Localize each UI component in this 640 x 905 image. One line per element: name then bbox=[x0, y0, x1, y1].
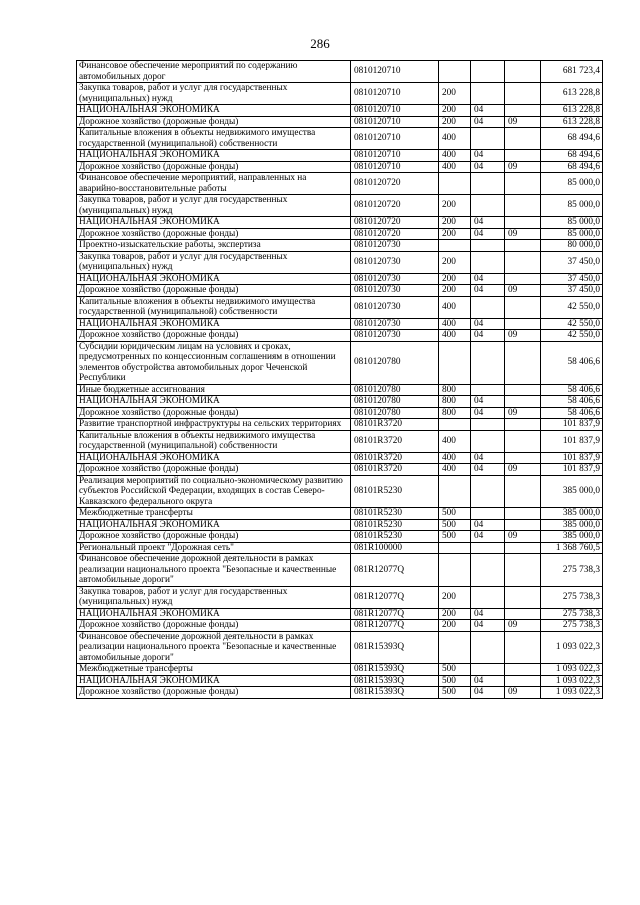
row-amount: 85 000,0 bbox=[541, 228, 603, 240]
row-amount: 275 738,3 bbox=[541, 620, 603, 632]
row-expense-type: 500 bbox=[439, 664, 471, 676]
row-section: 04 bbox=[471, 150, 505, 162]
row-section: 04 bbox=[471, 531, 505, 543]
row-section bbox=[471, 296, 505, 318]
row-amount: 275 738,3 bbox=[541, 608, 603, 620]
row-target-code: 08101R5230 bbox=[351, 531, 439, 543]
table-row bbox=[77, 519, 603, 531]
budget-table-body bbox=[77, 61, 603, 699]
row-target-code: 0810120720 bbox=[351, 217, 439, 229]
row-amount: 275 738,3 bbox=[541, 586, 603, 608]
table-row bbox=[77, 664, 603, 676]
row-expense-type: 400 bbox=[439, 430, 471, 452]
row-expense-type bbox=[439, 542, 471, 554]
row-target-code: 08101R3720 bbox=[351, 419, 439, 431]
row-target-code: 0810120780 bbox=[351, 396, 439, 408]
row-amount: 80 000,0 bbox=[541, 240, 603, 252]
row-expense-type: 200 bbox=[439, 217, 471, 229]
row-amount: 68 494,6 bbox=[541, 150, 603, 162]
row-name: Финансовое обеспечение дорожной деятельности в рамках реализации национального проекта "Безопасные и качественные автомобильные дороги" bbox=[77, 554, 351, 587]
row-expense-type: 800 bbox=[439, 384, 471, 396]
row-expense-type bbox=[439, 554, 471, 587]
page-number: 286 bbox=[310, 36, 330, 51]
row-section: 04 bbox=[471, 318, 505, 330]
row-name: Закупка товаров, работ и услуг для государственных (муниципальных) нужд bbox=[77, 586, 351, 608]
row-amount: 613 228,8 bbox=[541, 83, 603, 105]
row-target-code: 0810120710 bbox=[351, 128, 439, 150]
table-row bbox=[77, 475, 603, 508]
row-expense-type: 200 bbox=[439, 586, 471, 608]
table-row bbox=[77, 341, 603, 384]
row-name: Капитальные вложения в объекты недвижимого имущества государственной (муниципальной) собственности bbox=[77, 128, 351, 150]
row-target-code: 081R15393Q bbox=[351, 631, 439, 664]
row-section bbox=[471, 542, 505, 554]
row-name: Развитие транспортной инфраструктуры на сельских территориях bbox=[77, 419, 351, 431]
table-row bbox=[77, 384, 603, 396]
row-amount: 613 228,8 bbox=[541, 105, 603, 117]
row-subsection: 09 bbox=[505, 228, 541, 240]
table-row bbox=[77, 296, 603, 318]
row-amount: 101 837,9 bbox=[541, 419, 603, 431]
table-row bbox=[77, 687, 603, 699]
row-subsection bbox=[505, 664, 541, 676]
row-subsection bbox=[505, 240, 541, 252]
row-name: Финансовое обеспечение мероприятий по содержанию автомобильных дорог bbox=[77, 61, 351, 83]
row-amount: 385 000,0 bbox=[541, 531, 603, 543]
row-subsection bbox=[505, 251, 541, 273]
row-expense-type: 500 bbox=[439, 519, 471, 531]
row-section bbox=[471, 240, 505, 252]
row-name: Капитальные вложения в объекты недвижимого имущества государственной (муниципальной) собственности bbox=[77, 430, 351, 452]
row-name: Дорожное хозяйство (дорожные фонды) bbox=[77, 464, 351, 476]
row-target-code: 0810120780 bbox=[351, 384, 439, 396]
row-amount: 101 837,9 bbox=[541, 452, 603, 464]
table-row bbox=[77, 105, 603, 117]
row-name: Иные бюджетные ассигнования bbox=[77, 384, 351, 396]
row-target-code: 08101R5230 bbox=[351, 508, 439, 520]
row-name: Дорожное хозяйство (дорожные фонды) bbox=[77, 161, 351, 173]
row-subsection bbox=[505, 542, 541, 554]
row-subsection bbox=[505, 675, 541, 687]
row-expense-type: 200 bbox=[439, 285, 471, 297]
row-name: Закупка товаров, работ и услуг для государственных (муниципальных) нужд bbox=[77, 195, 351, 217]
row-section: 04 bbox=[471, 116, 505, 128]
row-target-code: 08101R3720 bbox=[351, 464, 439, 476]
table-row bbox=[77, 61, 603, 83]
row-target-code: 0810120730 bbox=[351, 240, 439, 252]
table-row bbox=[77, 464, 603, 476]
row-amount: 85 000,0 bbox=[541, 173, 603, 195]
row-target-code: 0810120730 bbox=[351, 318, 439, 330]
row-amount: 37 450,0 bbox=[541, 273, 603, 285]
row-name: НАЦИОНАЛЬНАЯ ЭКОНОМИКА bbox=[77, 318, 351, 330]
row-section bbox=[471, 419, 505, 431]
row-expense-type: 200 bbox=[439, 105, 471, 117]
row-subsection bbox=[505, 217, 541, 229]
row-subsection bbox=[505, 631, 541, 664]
row-target-code: 081R15393Q bbox=[351, 675, 439, 687]
row-expense-type: 400 bbox=[439, 161, 471, 173]
row-expense-type: 500 bbox=[439, 675, 471, 687]
table-row bbox=[77, 430, 603, 452]
row-subsection bbox=[505, 475, 541, 508]
row-amount: 613 228,8 bbox=[541, 116, 603, 128]
row-section bbox=[471, 554, 505, 587]
row-expense-type bbox=[439, 475, 471, 508]
row-expense-type: 500 bbox=[439, 687, 471, 699]
row-target-code: 0810120710 bbox=[351, 161, 439, 173]
table-row bbox=[77, 83, 603, 105]
row-target-code: 08101R5230 bbox=[351, 475, 439, 508]
row-section: 04 bbox=[471, 396, 505, 408]
row-subsection: 09 bbox=[505, 116, 541, 128]
row-target-code: 0810120730 bbox=[351, 330, 439, 342]
row-target-code: 081R12077Q bbox=[351, 586, 439, 608]
row-subsection: 09 bbox=[505, 687, 541, 699]
row-amount: 37 450,0 bbox=[541, 285, 603, 297]
row-target-code: 08101R3720 bbox=[351, 430, 439, 452]
row-name: НАЦИОНАЛЬНАЯ ЭКОНОМИКА bbox=[77, 519, 351, 531]
row-target-code: 0810120780 bbox=[351, 341, 439, 384]
row-target-code: 081R15393Q bbox=[351, 664, 439, 676]
row-amount: 385 000,0 bbox=[541, 508, 603, 520]
row-name: НАЦИОНАЛЬНАЯ ЭКОНОМИКА bbox=[77, 675, 351, 687]
row-target-code: 0810120720 bbox=[351, 173, 439, 195]
row-section: 04 bbox=[471, 228, 505, 240]
row-expense-type: 200 bbox=[439, 273, 471, 285]
row-name: Дорожное хозяйство (дорожные фонды) bbox=[77, 407, 351, 419]
table-row bbox=[77, 228, 603, 240]
row-amount: 101 837,9 bbox=[541, 430, 603, 452]
row-subsection: 09 bbox=[505, 620, 541, 632]
row-section: 04 bbox=[471, 464, 505, 476]
row-section: 04 bbox=[471, 273, 505, 285]
row-name: Субсидии юридическим лицам на условиях и сроках, предусмотренных по концессионным соглашениям в отношении элементов обустройства автомобильных дорог Чеченской Республики bbox=[77, 341, 351, 384]
table-row bbox=[77, 620, 603, 632]
row-section: 04 bbox=[471, 519, 505, 531]
row-amount: 85 000,0 bbox=[541, 195, 603, 217]
row-expense-type: 500 bbox=[439, 508, 471, 520]
row-amount: 1 093 022,3 bbox=[541, 687, 603, 699]
row-name: НАЦИОНАЛЬНАЯ ЭКОНОМИКА bbox=[77, 608, 351, 620]
row-amount: 58 406,6 bbox=[541, 384, 603, 396]
row-section bbox=[471, 173, 505, 195]
row-target-code: 081R12077Q bbox=[351, 608, 439, 620]
row-name: Реализация мероприятий по социально-экономическому развитию субъектов Российской Федерации, входящих в состав Северо-Кавказского федерального округа bbox=[77, 475, 351, 508]
row-name: НАЦИОНАЛЬНАЯ ЭКОНОМИКА bbox=[77, 273, 351, 285]
row-target-code: 08101R5230 bbox=[351, 519, 439, 531]
row-target-code: 0810120710 bbox=[351, 150, 439, 162]
row-name: НАЦИОНАЛЬНАЯ ЭКОНОМИКА bbox=[77, 396, 351, 408]
row-section bbox=[471, 508, 505, 520]
row-subsection bbox=[505, 61, 541, 83]
row-subsection bbox=[505, 508, 541, 520]
table-row bbox=[77, 285, 603, 297]
row-subsection: 09 bbox=[505, 531, 541, 543]
row-target-code: 0810120710 bbox=[351, 61, 439, 83]
table-row bbox=[77, 330, 603, 342]
row-target-code: 081R15393Q bbox=[351, 687, 439, 699]
row-name: Закупка товаров, работ и услуг для государственных (муниципальных) нужд bbox=[77, 83, 351, 105]
row-target-code: 0810120710 bbox=[351, 83, 439, 105]
row-expense-type: 400 bbox=[439, 464, 471, 476]
row-subsection: 09 bbox=[505, 285, 541, 297]
row-target-code: 0810120730 bbox=[351, 296, 439, 318]
table-row bbox=[77, 542, 603, 554]
table-row bbox=[77, 195, 603, 217]
table-row bbox=[77, 396, 603, 408]
row-section bbox=[471, 586, 505, 608]
table-row bbox=[77, 419, 603, 431]
row-expense-type: 200 bbox=[439, 83, 471, 105]
row-expense-type: 400 bbox=[439, 296, 471, 318]
row-name: Проектно-изыскательские работы, экспертиза bbox=[77, 240, 351, 252]
row-subsection bbox=[505, 173, 541, 195]
row-subsection bbox=[505, 554, 541, 587]
row-section: 04 bbox=[471, 452, 505, 464]
row-section: 04 bbox=[471, 687, 505, 699]
row-expense-type bbox=[439, 61, 471, 83]
row-section bbox=[471, 430, 505, 452]
row-amount: 58 406,6 bbox=[541, 341, 603, 384]
row-amount: 37 450,0 bbox=[541, 251, 603, 273]
row-target-code: 081R12077Q bbox=[351, 620, 439, 632]
row-name: Дорожное хозяйство (дорожные фонды) bbox=[77, 330, 351, 342]
row-expense-type bbox=[439, 240, 471, 252]
row-expense-type bbox=[439, 173, 471, 195]
row-expense-type: 200 bbox=[439, 116, 471, 128]
row-expense-type: 400 bbox=[439, 318, 471, 330]
row-target-code: 0810120720 bbox=[351, 228, 439, 240]
row-name: Дорожное хозяйство (дорожные фонды) bbox=[77, 285, 351, 297]
row-subsection: 09 bbox=[505, 161, 541, 173]
row-subsection bbox=[505, 430, 541, 452]
row-section bbox=[471, 384, 505, 396]
row-target-code: 08101R3720 bbox=[351, 452, 439, 464]
table-row bbox=[77, 251, 603, 273]
row-expense-type: 400 bbox=[439, 452, 471, 464]
row-amount: 385 000,0 bbox=[541, 475, 603, 508]
row-subsection bbox=[505, 296, 541, 318]
row-amount: 1 093 022,3 bbox=[541, 675, 603, 687]
row-section bbox=[471, 631, 505, 664]
row-section: 04 bbox=[471, 161, 505, 173]
table-row bbox=[77, 586, 603, 608]
table-row bbox=[77, 554, 603, 587]
row-expense-type: 200 bbox=[439, 608, 471, 620]
row-amount: 58 406,6 bbox=[541, 407, 603, 419]
row-name: НАЦИОНАЛЬНАЯ ЭКОНОМИКА bbox=[77, 150, 351, 162]
row-target-code: 0810120730 bbox=[351, 251, 439, 273]
row-subsection bbox=[505, 384, 541, 396]
row-expense-type bbox=[439, 341, 471, 384]
budget-table bbox=[76, 60, 603, 699]
row-section bbox=[471, 195, 505, 217]
row-expense-type: 400 bbox=[439, 150, 471, 162]
row-expense-type: 400 bbox=[439, 330, 471, 342]
row-section: 04 bbox=[471, 608, 505, 620]
row-target-code: 0810120710 bbox=[351, 105, 439, 117]
row-target-code: 081R12077Q bbox=[351, 554, 439, 587]
row-name: НАЦИОНАЛЬНАЯ ЭКОНОМИКА bbox=[77, 452, 351, 464]
row-expense-type: 200 bbox=[439, 251, 471, 273]
row-expense-type: 400 bbox=[439, 128, 471, 150]
row-subsection bbox=[505, 83, 541, 105]
row-name: Региональный проект "Дорожная сеть" bbox=[77, 542, 351, 554]
row-name: НАЦИОНАЛЬНАЯ ЭКОНОМИКА bbox=[77, 217, 351, 229]
row-target-code: 0810120720 bbox=[351, 195, 439, 217]
row-subsection bbox=[505, 195, 541, 217]
table-row bbox=[77, 608, 603, 620]
row-amount: 85 000,0 bbox=[541, 217, 603, 229]
row-amount: 42 550,0 bbox=[541, 296, 603, 318]
row-name: Финансовое обеспечение мероприятий, направленных на аварийно-восстановительные работы bbox=[77, 173, 351, 195]
row-expense-type: 200 bbox=[439, 620, 471, 632]
row-expense-type: 800 bbox=[439, 396, 471, 408]
row-section: 04 bbox=[471, 217, 505, 229]
row-name: Дорожное хозяйство (дорожные фонды) bbox=[77, 228, 351, 240]
table-row bbox=[77, 240, 603, 252]
row-section: 04 bbox=[471, 675, 505, 687]
row-subsection bbox=[505, 273, 541, 285]
row-amount: 68 494,6 bbox=[541, 161, 603, 173]
row-section bbox=[471, 341, 505, 384]
row-amount: 1 093 022,3 bbox=[541, 631, 603, 664]
row-amount: 385 000,0 bbox=[541, 519, 603, 531]
row-subsection: 09 bbox=[505, 330, 541, 342]
table-row bbox=[77, 318, 603, 330]
row-subsection: 09 bbox=[505, 464, 541, 476]
table-row bbox=[77, 452, 603, 464]
table-row bbox=[77, 631, 603, 664]
row-name: Межбюджетные трансферты bbox=[77, 508, 351, 520]
row-section bbox=[471, 475, 505, 508]
row-name: Финансовое обеспечение дорожной деятельности в рамках реализации национального проекта "Безопасные и качественные автомобильные дороги" bbox=[77, 631, 351, 664]
row-amount: 42 550,0 bbox=[541, 318, 603, 330]
row-expense-type: 200 bbox=[439, 195, 471, 217]
row-section bbox=[471, 61, 505, 83]
row-target-code: 081R100000 bbox=[351, 542, 439, 554]
row-subsection bbox=[505, 452, 541, 464]
row-name: Дорожное хозяйство (дорожные фонды) bbox=[77, 687, 351, 699]
row-expense-type bbox=[439, 419, 471, 431]
row-subsection bbox=[505, 150, 541, 162]
row-amount: 68 494,6 bbox=[541, 128, 603, 150]
row-amount: 58 406,6 bbox=[541, 396, 603, 408]
row-section bbox=[471, 83, 505, 105]
row-name: НАЦИОНАЛЬНАЯ ЭКОНОМИКА bbox=[77, 105, 351, 117]
row-amount: 681 723,4 bbox=[541, 61, 603, 83]
row-subsection bbox=[505, 419, 541, 431]
row-subsection bbox=[505, 318, 541, 330]
row-subsection bbox=[505, 128, 541, 150]
row-subsection bbox=[505, 586, 541, 608]
table-row bbox=[77, 407, 603, 419]
table-row bbox=[77, 161, 603, 173]
row-section bbox=[471, 664, 505, 676]
row-name: Капитальные вложения в объекты недвижимого имущества государственной (муниципальной) собственности bbox=[77, 296, 351, 318]
row-name: Дорожное хозяйство (дорожные фонды) bbox=[77, 116, 351, 128]
row-target-code: 0810120730 bbox=[351, 273, 439, 285]
table-row bbox=[77, 675, 603, 687]
table-row bbox=[77, 150, 603, 162]
table-row bbox=[77, 508, 603, 520]
table-row bbox=[77, 116, 603, 128]
table-row bbox=[77, 531, 603, 543]
row-subsection bbox=[505, 608, 541, 620]
row-expense-type: 800 bbox=[439, 407, 471, 419]
row-section: 04 bbox=[471, 105, 505, 117]
row-section: 04 bbox=[471, 407, 505, 419]
row-amount: 1 368 760,5 bbox=[541, 542, 603, 554]
row-section bbox=[471, 251, 505, 273]
row-target-code: 0810120730 bbox=[351, 285, 439, 297]
table-row bbox=[77, 217, 603, 229]
row-section: 04 bbox=[471, 330, 505, 342]
row-amount: 275 738,3 bbox=[541, 554, 603, 587]
row-subsection bbox=[505, 105, 541, 117]
row-section: 04 bbox=[471, 620, 505, 632]
row-subsection bbox=[505, 396, 541, 408]
row-target-code: 0810120710 bbox=[351, 116, 439, 128]
table-row bbox=[77, 173, 603, 195]
row-name: Дорожное хозяйство (дорожные фонды) bbox=[77, 531, 351, 543]
row-target-code: 0810120780 bbox=[351, 407, 439, 419]
table-row bbox=[77, 128, 603, 150]
row-name: Дорожное хозяйство (дорожные фонды) bbox=[77, 620, 351, 632]
row-subsection: 09 bbox=[505, 407, 541, 419]
row-name: Закупка товаров, работ и услуг для государственных (муниципальных) нужд bbox=[77, 251, 351, 273]
row-subsection bbox=[505, 341, 541, 384]
row-subsection bbox=[505, 519, 541, 531]
row-expense-type: 200 bbox=[439, 228, 471, 240]
table-row bbox=[77, 273, 603, 285]
row-section: 04 bbox=[471, 285, 505, 297]
row-expense-type bbox=[439, 631, 471, 664]
row-section bbox=[471, 128, 505, 150]
row-expense-type: 500 bbox=[439, 531, 471, 543]
row-amount: 1 093 022,3 bbox=[541, 664, 603, 676]
row-name: Межбюджетные трансферты bbox=[77, 664, 351, 676]
row-amount: 101 837,9 bbox=[541, 464, 603, 476]
row-amount: 42 550,0 bbox=[541, 330, 603, 342]
